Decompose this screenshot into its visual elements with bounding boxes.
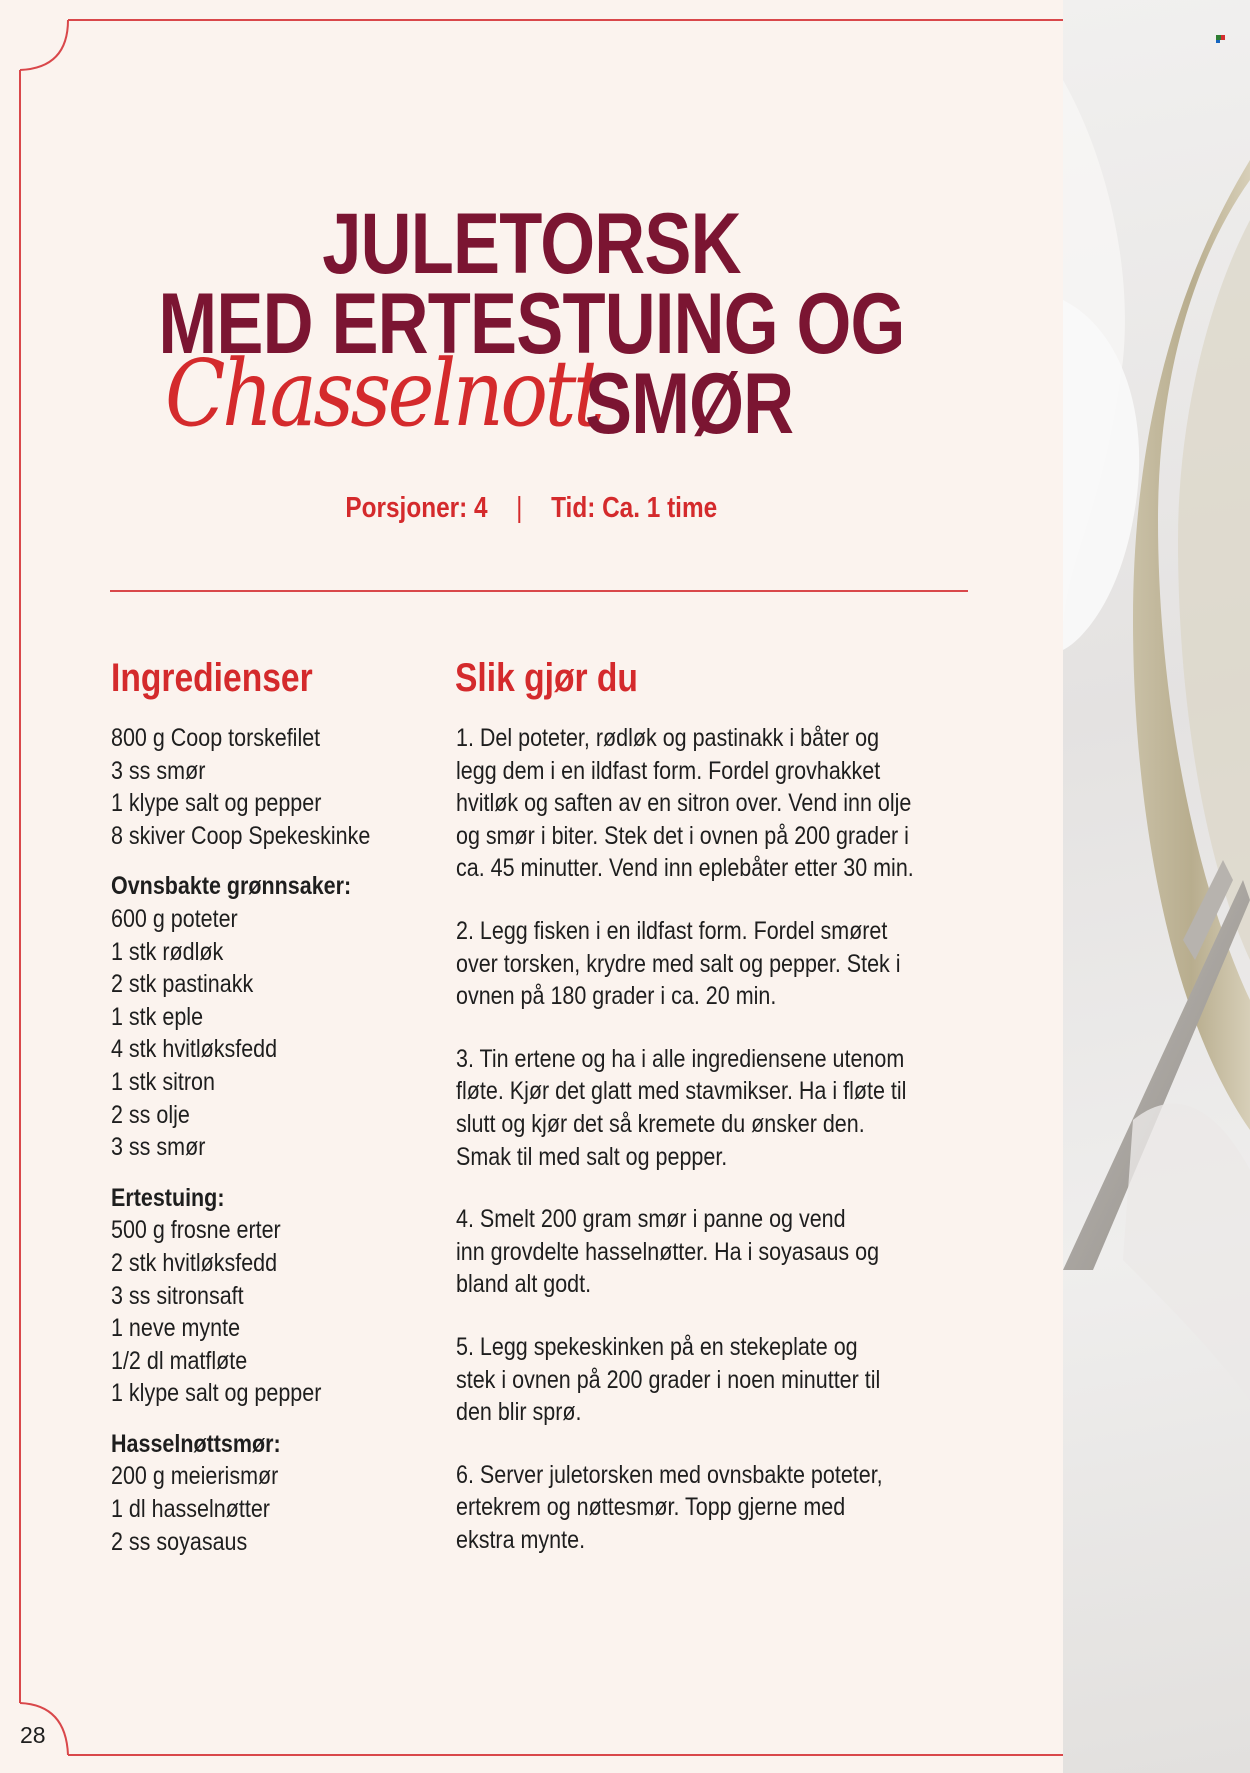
step-line: fløte. Kjør det glatt med stavmikser. Ha i fløte til [456,1077,907,1106]
ingredient-item: 2 stk hvitløksfedd [111,1248,278,1277]
step-spacer [456,1429,914,1459]
ingredient-item: 1/2 dl matfløte [111,1346,248,1375]
meta-separator: | [516,492,523,524]
ingredient-item: 3 ss smør [111,1133,206,1162]
ingredients-heading: Ingredienser [111,656,313,700]
step-line: ca. 45 minutter. Vend inn eplebåter etter 30 min. [456,854,914,883]
page-number: 28 [20,1722,46,1748]
method-step [456,1043,914,1173]
title-line-2: MED ERTESTUING OG [158,276,905,372]
step-line: ekstra mynte. [456,1525,586,1554]
ingredient-group-title: Ertestuing: [111,1183,225,1212]
method-step [456,722,914,885]
ingredient-item: 4 stk hvitløksfedd [111,1035,278,1064]
step-line: over torsken, krydre med salt og pepper. Stek i [456,949,901,978]
ingredient-item: 1 stk sitron [111,1067,215,1096]
ingredient-item: 1 dl hasselnøtter [111,1495,270,1524]
title-script-word: Chasselnott [165,340,602,447]
group-spacer [111,852,370,870]
plate-and-knife-illustration [1063,0,1250,1773]
ingredient-item: 600 g poteter [111,904,238,933]
servings-label: Porsjoner: 4 [345,492,488,524]
ingredient-item: 8 skiver Coop Spekeskinke [111,821,371,850]
method-step [456,1459,914,1557]
ingredient-item: 3 ss sitronsaft [111,1281,244,1310]
ingredient-item: 2 ss olje [111,1100,190,1129]
step-line: ertekrem og nøttesmør. Topp gjerne med [456,1493,846,1522]
step-line: 5. Legg spekeskinken på en stekeplate og [456,1332,858,1361]
step-line: 3. Tin ertene og ha i alle ingrediensene utenom [456,1044,905,1073]
recipe-meta [0,492,1063,525]
ingredient-item: 200 g meierismør [111,1462,279,1491]
step-line: den blir sprø. [456,1398,582,1427]
step-line: 1. Del poteter, rødløk og pastinakk i båter og [456,724,880,752]
title-line-3 [165,340,925,450]
ingredients-list [111,722,370,1558]
ingredient-item: 2 stk pastinakk [111,970,254,999]
ingredient-item: 800 g Coop torskefilet [111,724,321,752]
method-step [456,1203,914,1301]
ingredient-item: 2 ss soyasaus [111,1527,248,1556]
time-label: Tid: Ca. 1 time [551,492,718,524]
food-photo [1063,0,1250,1773]
ingredient-item: 1 klype salt og pepper [111,789,322,818]
ingredient-group-title: Hasselnøttsmør: [111,1429,281,1458]
ingredient-group-title: Ovnsbakte grønnsaker: [111,872,352,901]
step-spacer [456,1013,914,1043]
step-line: 2. Legg fisken i en ildfast form. Fordel smøret [456,916,888,945]
step-line: ovnen på 180 grader i ca. 20 min. [456,982,777,1011]
step-line: slutt og kjør det så kremete du ønsker den. [456,1109,865,1138]
step-line: og smør i biter. Stek det i ovnen på 200 grader i [456,821,909,850]
step-spacer [456,1301,914,1331]
step-spacer [456,885,914,915]
method-steps [456,722,914,1556]
step-line: stek i ovnen på 200 grader i noen minutter til [456,1365,881,1394]
title-line-1: JULETORSK [322,196,741,292]
step-line: 4. Smelt 200 gram smør i panne og vend [456,1205,846,1234]
method-step [456,1331,914,1429]
ingredient-item: 1 stk eple [111,1002,204,1031]
ingredient-item: 500 g frosne erter [111,1216,281,1245]
group-spacer [111,1410,370,1428]
ingredient-item: 1 stk rødløk [111,937,224,966]
ingredient-item: 1 klype salt og pepper [111,1379,322,1408]
step-line: bland alt godt. [456,1270,592,1299]
group-spacer [111,1164,370,1182]
method-step [456,915,914,1013]
step-line: 6. Server juletorsken med ovnsbakte poteter, [456,1460,883,1489]
step-spacer [456,1173,914,1203]
step-line: legg dem i en ildfast form. Fordel grovhakket [456,756,881,785]
ingredient-item: 3 ss smør [111,756,206,785]
step-line: hvitløk og saften av en sitron over. Vend inn olje [456,789,912,818]
divider [110,590,968,592]
method-heading: Slik gjør du [455,656,638,700]
title-bold-word: SMØR [585,356,794,452]
step-line: Smak til med salt og pepper. [456,1142,728,1171]
ingredient-item: 1 neve mynte [111,1314,241,1343]
step-line: inn grovdelte hasselnøtter. Ha i soyasaus og [456,1237,880,1266]
